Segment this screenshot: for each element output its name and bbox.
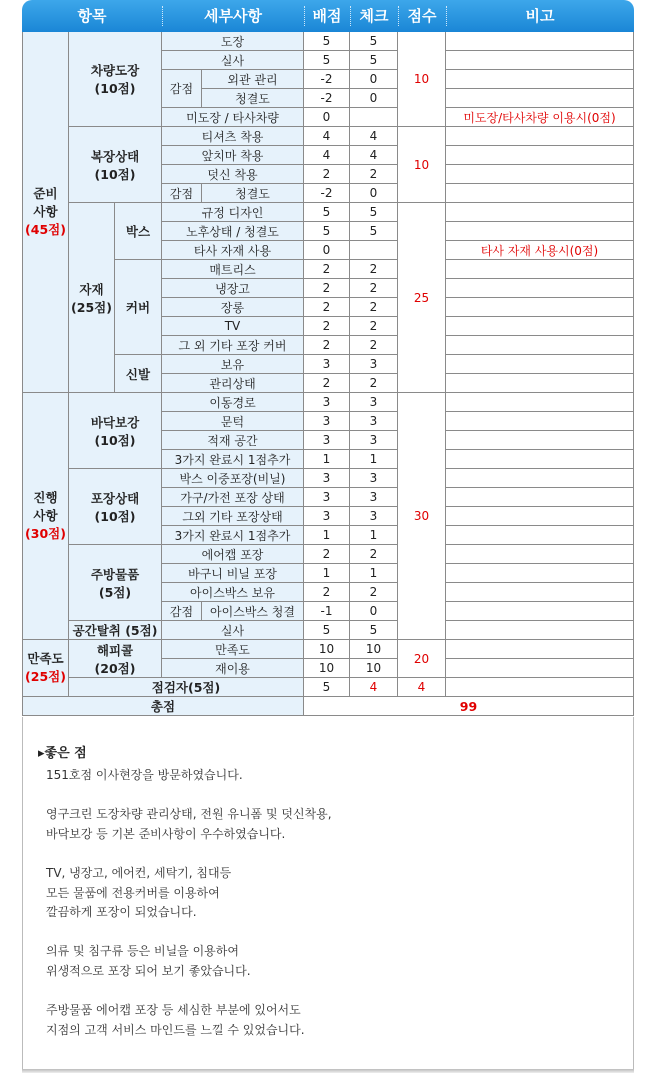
detail-cell: 만족도 [162, 640, 304, 659]
remarks-cell [446, 526, 634, 545]
check-cell: 2 [350, 545, 398, 564]
cat-vehicle: 차량도장 (10점) [69, 32, 162, 127]
detail-cell: TV [162, 317, 304, 336]
cat-space: 공간탈취 (5점) [69, 621, 162, 640]
check-cell [350, 108, 398, 127]
header-detail: 세부사항 [204, 7, 262, 25]
check-cell: 2 [350, 298, 398, 317]
check-cell: 10 [350, 659, 398, 678]
points-cell: -2 [304, 70, 350, 89]
remarks-cell [446, 70, 634, 89]
remarks-cell [446, 488, 634, 507]
group-prog [22, 393, 69, 640]
detail-cell: 티셔츠 착용 [162, 127, 304, 146]
detail-cell: 타사 자재 사용 [162, 241, 304, 260]
group-prog-sub: (30점) [25, 526, 66, 541]
score-outfit: 10 [398, 127, 446, 203]
points-cell: 3 [304, 412, 350, 431]
cat-material: 자재 (25점) [69, 203, 115, 393]
detail-cell: 덧신 착용 [162, 165, 304, 184]
points-cell: 2 [304, 165, 350, 184]
points-cell: 2 [304, 374, 350, 393]
check-cell: 2 [350, 336, 398, 355]
group-prep-sub: (45점) [25, 222, 66, 237]
check-cell: 3 [350, 393, 398, 412]
header-remarks: 비고 [525, 7, 555, 25]
detail-cell: 보유 [162, 355, 304, 374]
remarks-cell [446, 469, 634, 488]
deduct-label: 감점 [162, 184, 202, 203]
good-point-line: 모든 물품에 전용커버를 이용하여 [46, 885, 220, 900]
remarks-cell [446, 564, 634, 583]
detail-cell: 적재 공간 [162, 431, 304, 450]
detail-cell: 실사 [162, 621, 304, 640]
points-cell: 4 [304, 127, 350, 146]
points-cell: 1 [304, 526, 350, 545]
good-point-line: 영구크린 도장차량 관리상태, 전원 유니폼 및 덧신착용, [46, 807, 332, 822]
group-sat [22, 640, 69, 697]
detail-cell: 장롱 [162, 298, 304, 317]
detail-cell: 매트리스 [162, 260, 304, 279]
cat-happy: 해피콜 (20점) [69, 640, 162, 678]
points-cell: 2 [304, 298, 350, 317]
points-cell: 2 [304, 336, 350, 355]
check-cell [350, 241, 398, 260]
detail-cell: 관리상태 [162, 374, 304, 393]
points-cell: -1 [304, 602, 350, 621]
check-cell: 5 [350, 203, 398, 222]
total-label: 총점 [22, 697, 304, 716]
points-cell: 5 [304, 621, 350, 640]
remarks-cell [446, 165, 634, 184]
points-cell: 5 [304, 51, 350, 70]
cat-shoes: 신발 [115, 355, 162, 393]
remarks-cell [446, 659, 634, 678]
detail-cell: 아이스박스 청결 [202, 602, 304, 621]
detail-cell: 청결도 [202, 184, 304, 203]
cat-box: 박스 [115, 203, 162, 260]
check-cell: 2 [350, 317, 398, 336]
good-points-title: ▸좋은 점 [38, 746, 87, 761]
remarks-cell [446, 640, 634, 659]
check-cell: 0 [350, 602, 398, 621]
score-happy: 20 [398, 640, 446, 678]
inspector-check: 4 [350, 678, 398, 697]
detail-cell: 3가지 완료시 1점추가 [162, 450, 304, 469]
group-sat-label: 만족도 [27, 651, 64, 666]
points-cell: 2 [304, 260, 350, 279]
remarks-cell [446, 298, 634, 317]
score-vehicle: 10 [398, 32, 446, 127]
check-cell: 10 [350, 640, 398, 659]
detail-cell: 아이스박스 보유 [162, 583, 304, 602]
detail-cell: 문턱 [162, 412, 304, 431]
detail-cell: 박스 이중포장(비닐) [162, 469, 304, 488]
group-sat-sub: (25점) [25, 669, 66, 684]
good-point-line: 지점의 고객 서비스 마인드를 느낄 수 있었습니다. [46, 1022, 305, 1037]
points-cell: -2 [304, 184, 350, 203]
check-cell: 5 [350, 222, 398, 241]
detail-cell: 가구/가전 포장 상태 [162, 488, 304, 507]
remarks-cell [446, 431, 634, 450]
good-point-line: 주방물품 에어캡 포장 등 세심한 부분에 있어서도 [46, 1003, 301, 1018]
detail-cell: 외관 관리 [202, 70, 304, 89]
remarks-cell [446, 127, 634, 146]
check-cell: 2 [350, 165, 398, 184]
inspector-label: 점검자(5점) [69, 678, 304, 697]
points-cell: 10 [304, 659, 350, 678]
check-cell: 2 [350, 260, 398, 279]
score-material: 25 [398, 203, 446, 393]
points-cell: 5 [304, 203, 350, 222]
remarks-cell [446, 374, 634, 393]
check-cell: 5 [350, 51, 398, 70]
remarks-cell [446, 146, 634, 165]
points-cell: -2 [304, 89, 350, 108]
detail-cell: 바구니 비닐 포장 [162, 564, 304, 583]
check-cell: 2 [350, 279, 398, 298]
remarks-cell [446, 89, 634, 108]
remarks-cell [446, 545, 634, 564]
check-cell: 1 [350, 564, 398, 583]
points-cell: 1 [304, 564, 350, 583]
detail-cell: 노후상태 / 청결도 [162, 222, 304, 241]
remarks-cell [446, 355, 634, 374]
remarks-cell [446, 222, 634, 241]
detail-cell: 그외 기타 포장상태 [162, 507, 304, 526]
remarks-cell [446, 602, 634, 621]
good-point-line: TV, 냉장고, 에어컨, 세탁기, 침대등 [46, 866, 232, 880]
remarks-cell [446, 184, 634, 203]
check-cell: 1 [350, 526, 398, 545]
remarks-cell [446, 51, 634, 70]
points-cell: 3 [304, 507, 350, 526]
check-cell: 2 [350, 583, 398, 602]
cat-pack: 포장상태 (10점) [69, 469, 162, 545]
remarks-cell [446, 336, 634, 355]
detail-cell: 3가지 완료시 1점추가 [162, 526, 304, 545]
section-bottom-border [22, 1069, 634, 1073]
points-cell: 2 [304, 545, 350, 564]
check-cell: 4 [350, 146, 398, 165]
header-points: 배점 [312, 7, 342, 25]
points-cell: 10 [304, 640, 350, 659]
remarks-cell [446, 412, 634, 431]
table-header [22, 0, 634, 32]
check-cell: 2 [350, 374, 398, 393]
group-prep [22, 32, 69, 393]
check-cell: 3 [350, 412, 398, 431]
cat-outfit: 복장상태 (10점) [69, 127, 162, 203]
check-cell: 4 [350, 127, 398, 146]
points-cell: 3 [304, 469, 350, 488]
remarks-cell [446, 450, 634, 469]
remarks-cell: 타사 자재 사용시(0점) [446, 241, 634, 260]
cat-kitchen: 주방물품 (5점) [69, 545, 162, 621]
points-cell: 3 [304, 393, 350, 412]
remarks-cell [446, 317, 634, 336]
remarks-cell: 미도장/타사차량 이용시(0점) [446, 108, 634, 127]
check-cell: 3 [350, 488, 398, 507]
detail-cell: 이동경로 [162, 393, 304, 412]
inspector-score: 4 [398, 678, 446, 697]
header-item: 항목 [77, 7, 107, 25]
remarks-cell [446, 203, 634, 222]
header-check: 체크 [359, 7, 389, 25]
remarks-cell [446, 279, 634, 298]
points-cell: 3 [304, 431, 350, 450]
points-cell: 3 [304, 488, 350, 507]
good-point-line: 위생적으로 포장 되어 보기 좋았습니다. [46, 964, 251, 978]
remarks-cell [446, 32, 634, 51]
detail-cell: 규정 디자인 [162, 203, 304, 222]
points-cell: 3 [304, 355, 350, 374]
score-progress: 30 [398, 393, 446, 640]
points-cell: 0 [304, 241, 350, 260]
detail-cell: 냉장고 [162, 279, 304, 298]
points-cell: 1 [304, 450, 350, 469]
remarks-cell [446, 678, 634, 697]
points-cell: 2 [304, 583, 350, 602]
remarks-cell [446, 260, 634, 279]
detail-cell: 도장 [162, 32, 304, 51]
detail-cell: 그 외 기타 포장 커버 [162, 336, 304, 355]
check-cell: 0 [350, 70, 398, 89]
check-cell: 3 [350, 431, 398, 450]
check-cell: 5 [350, 32, 398, 51]
detail-cell: 에어캡 포장 [162, 545, 304, 564]
detail-cell: 앞치마 착용 [162, 146, 304, 165]
good-point-line: 151호점 이사현장을 방문하였습니다. [46, 768, 243, 782]
header-score: 점수 [407, 7, 437, 25]
check-cell: 0 [350, 89, 398, 108]
points-cell: 5 [304, 32, 350, 51]
points-cell: 2 [304, 279, 350, 298]
cat-cover: 커버 [115, 260, 162, 355]
detail-cell: 청결도 [202, 89, 304, 108]
good-point-line: 깔끔하게 포장이 되었습니다. [46, 905, 197, 920]
deduct-label: 감점 [162, 70, 202, 108]
good-point-line: 의류 및 침구류 등은 비닐을 이용하여 [46, 944, 239, 959]
total-score: 99 [304, 697, 634, 716]
check-cell: 1 [350, 450, 398, 469]
check-cell: 3 [350, 469, 398, 488]
detail-cell: 실사 [162, 51, 304, 70]
check-cell: 3 [350, 355, 398, 374]
remarks-cell [446, 583, 634, 602]
remarks-cell [446, 507, 634, 526]
remarks-cell [446, 393, 634, 412]
detail-cell: 재이용 [162, 659, 304, 678]
points-cell: 4 [304, 146, 350, 165]
detail-cell: 미도장 / 타사차량 [162, 108, 304, 127]
check-cell: 3 [350, 507, 398, 526]
good-point-line: 바닥보강 등 기본 준비사항이 우수하였습니다. [46, 826, 286, 841]
remarks-cell [446, 621, 634, 640]
group-prog-label: 진행 사항 [33, 490, 58, 523]
cat-floor: 바닥보강 (10점) [69, 393, 162, 469]
inspector-points: 5 [304, 678, 350, 697]
check-cell: 5 [350, 621, 398, 640]
points-cell: 2 [304, 317, 350, 336]
check-cell: 0 [350, 184, 398, 203]
points-cell: 0 [304, 108, 350, 127]
deduct-label: 감점 [162, 602, 202, 621]
group-prep-label: 준비 사항 [33, 186, 58, 219]
points-cell: 5 [304, 222, 350, 241]
